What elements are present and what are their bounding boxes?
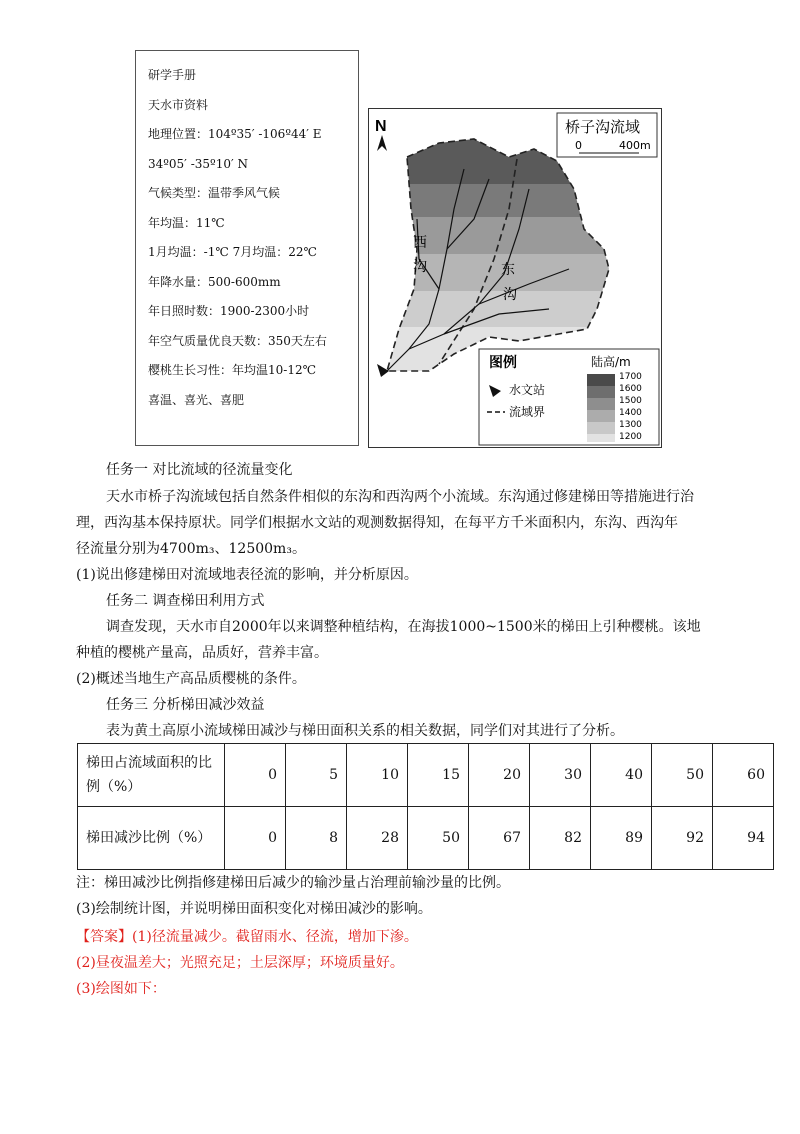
card-line: 1月均温：-1℃ 7月均温：22℃ bbox=[148, 245, 317, 259]
legend-level: 1200 bbox=[619, 432, 642, 442]
task1-paragraph-line: 径流量分别为4700m₃、12500m₃。 bbox=[76, 541, 306, 557]
question-1: (1)说出修建梯田对流域地表径流的影响，并分析原因。 bbox=[76, 567, 418, 583]
handbook-card bbox=[135, 50, 359, 446]
task1-paragraph-line: 理，西沟基本保持原状。同学们根据水文站的观测数据得知，在每平方千米面积内，东沟、西沟年 bbox=[76, 515, 678, 531]
legend-level: 1500 bbox=[619, 396, 642, 406]
scale-zero: 0 bbox=[575, 139, 582, 152]
table-cell: 89 bbox=[591, 807, 652, 870]
scale-end: 400m bbox=[619, 139, 651, 152]
table-cell: 50 bbox=[652, 744, 713, 807]
table-row bbox=[78, 807, 774, 870]
watershed-map bbox=[368, 108, 662, 448]
table-cell: 94 bbox=[713, 807, 774, 870]
answer-tag: 【答案】 bbox=[76, 929, 132, 945]
answer-line-1 bbox=[76, 924, 418, 950]
task2-paragraph-line: 调查发现，天水市自2000年以来调整种植结构，在海拔1000~1500米的梯田上引种樱桃。该地 bbox=[106, 619, 701, 635]
card-line: 喜温、喜光、喜肥 bbox=[148, 392, 245, 407]
table-cell: 82 bbox=[530, 807, 591, 870]
question-2: (2)概述当地生产高品质樱桃的条件。 bbox=[76, 671, 306, 687]
task3-paragraph: 表为黄土高原小流域梯田减沙与梯田面积关系的相关数据，同学们对其进行了分析。 bbox=[106, 723, 624, 739]
table-note: 注：梯田减沙比例指修建梯田后减少的输沙量占治理前输沙量的比例。 bbox=[76, 875, 510, 891]
task1-title: 任务一 对比流域的径流量变化 bbox=[106, 462, 293, 478]
card-line: 天水市资料 bbox=[148, 97, 209, 112]
north-arrow-icon bbox=[377, 135, 387, 151]
card-line: 34º05′ -35º10′ N bbox=[148, 156, 248, 171]
north-label: N bbox=[375, 118, 387, 135]
card-line: 年日照时数：1900-2300小时 bbox=[148, 304, 310, 318]
legend-boundary-label: 流域界 bbox=[509, 405, 546, 419]
answer-1: (1)径流量减少。截留雨水、径流，增加下渗。 bbox=[132, 929, 418, 945]
east-gully-label-2: 沟 bbox=[503, 287, 517, 303]
card-line: 研学手册 bbox=[148, 68, 197, 82]
table-cell: 30 bbox=[530, 744, 591, 807]
row2-header: 梯田减沙比例（%） bbox=[78, 807, 225, 870]
legend-title: 图例 bbox=[489, 355, 517, 371]
elev-band-1600 bbox=[369, 184, 661, 219]
table-row bbox=[78, 744, 774, 807]
table-cell: 67 bbox=[469, 807, 530, 870]
west-gully-label-1: 西 bbox=[413, 235, 427, 251]
watershed-map-svg bbox=[369, 109, 661, 447]
terrace-data-table bbox=[77, 743, 774, 870]
elevation-ramp bbox=[587, 374, 615, 442]
table-cell: 15 bbox=[408, 744, 469, 807]
table-cell: 8 bbox=[286, 807, 347, 870]
legend-unit: 陆高/m bbox=[591, 355, 631, 369]
table-cell: 60 bbox=[713, 744, 774, 807]
table-cell: 0 bbox=[225, 807, 286, 870]
table-cell: 28 bbox=[347, 807, 408, 870]
table-cell: 40 bbox=[591, 744, 652, 807]
east-gully-label-1: 东 bbox=[501, 262, 515, 278]
table-cell: 20 bbox=[469, 744, 530, 807]
answer-2: (2)昼夜温差大；光照充足；土层深厚；环境质量好。 bbox=[76, 955, 404, 971]
table-cell: 0 bbox=[225, 744, 286, 807]
question-3: (3)绘制统计图，并说明梯田面积变化对梯田减沙的影响。 bbox=[76, 901, 432, 917]
card-line: 年降水量：500-600mm bbox=[148, 274, 281, 289]
answer-3: (3)绘图如下： bbox=[76, 981, 166, 997]
legend-level: 1700 bbox=[619, 372, 642, 382]
task3-title: 任务三 分析梯田减沙效益 bbox=[106, 697, 265, 713]
table-cell: 92 bbox=[652, 807, 713, 870]
card-line: 樱桃生长习性：年均温10-12℃ bbox=[148, 363, 317, 377]
legend-station-label: 水文站 bbox=[509, 383, 546, 397]
legend-level: 1400 bbox=[619, 408, 642, 418]
task2-paragraph-line: 种植的樱桃产量高，品质好，营养丰富。 bbox=[76, 645, 328, 661]
hydro-station-icon bbox=[377, 364, 389, 377]
card-line: 年均温：11℃ bbox=[148, 215, 225, 230]
card-line: 年空气质量优良天数：350天左右 bbox=[148, 333, 327, 348]
card-line: 地理位置：104º35′ -106º44′ E bbox=[148, 127, 322, 141]
west-gully-label-2: 沟 bbox=[413, 259, 427, 275]
legend-level: 1300 bbox=[619, 420, 642, 430]
table-cell: 50 bbox=[408, 807, 469, 870]
map-title: 桥子沟流域 bbox=[565, 118, 641, 136]
table-cell: 5 bbox=[286, 744, 347, 807]
table-cell: 10 bbox=[347, 744, 408, 807]
task1-paragraph-line: 天水市桥子沟流域包括自然条件相似的东沟和西沟两个小流域。东沟通过修建梯田等措施进行治 bbox=[106, 489, 694, 505]
task2-title: 任务二 调查梯田利用方式 bbox=[106, 593, 265, 609]
legend-level: 1600 bbox=[619, 384, 642, 394]
row1-header: 梯田占流域面积的比例（%） bbox=[78, 744, 225, 807]
card-line: 气候类型：温带季风气候 bbox=[148, 186, 281, 200]
